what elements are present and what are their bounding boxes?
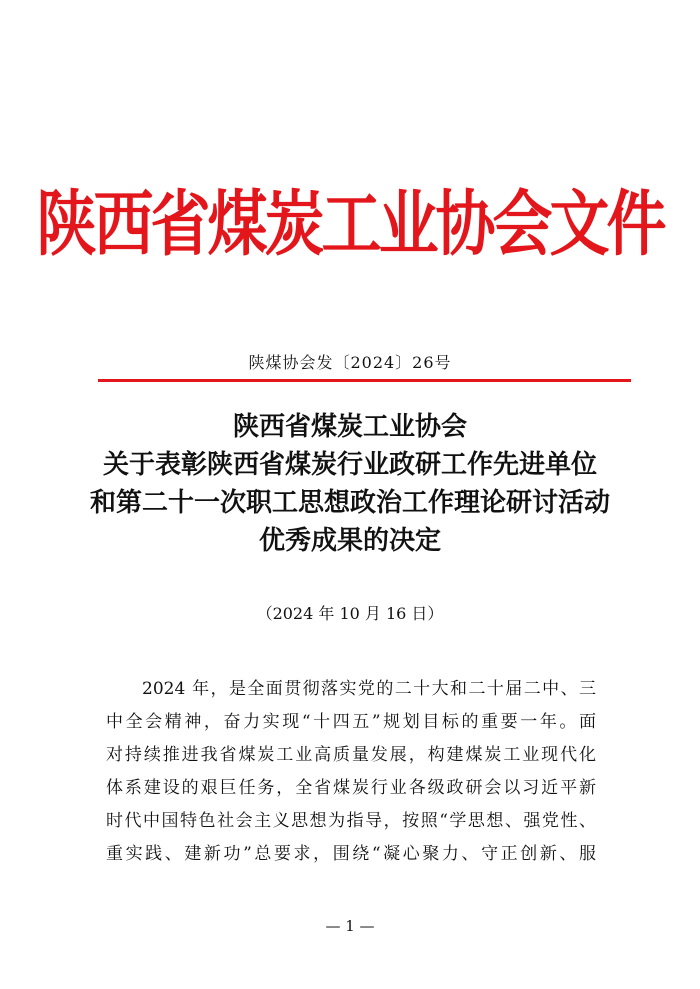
body-line: 对持续推进我省煤炭工业高质量发展，构建煤炭工业现代化 [106,745,596,765]
title-line: 优秀成果的决定 [258,526,441,556]
body-line: 体系建设的艰巨任务，全省煤炭行业各级政研会以习近平新 [106,778,596,798]
title-line: 关于表彰陕西省煤炭行业政研工作先进单位 [102,450,597,480]
body-paragraph [106,673,596,871]
red-divider-line [98,379,631,382]
title-line: 陕西省煤炭工业协会 [232,412,467,442]
body-line: 时代中国特色社会主义思想为指导，按照“学思想、强党性、 [106,811,596,831]
body-line: 2024 年，是全面贯彻落实党的二十大和二十届二中、三 [142,679,596,699]
title-line: 和第二十一次职工思想政治工作理论研讨活动 [89,488,610,518]
document-masthead: 陕西省煤炭工业协会文件 [36,183,664,267]
body-line: 中全会精神，奋力实现“十四五”规划目标的重要一年。面 [106,712,596,732]
page-number: — 1 — [325,917,375,935]
document-title [0,408,700,560]
document-date: （2024 年 10 月 16 日） [256,604,444,623]
document-number: 陕煤协会发〔2024〕26号 [248,353,452,372]
body-line: 重实践、建新功”总要求，围绕“凝心聚力、守正创新、服 [106,844,596,864]
